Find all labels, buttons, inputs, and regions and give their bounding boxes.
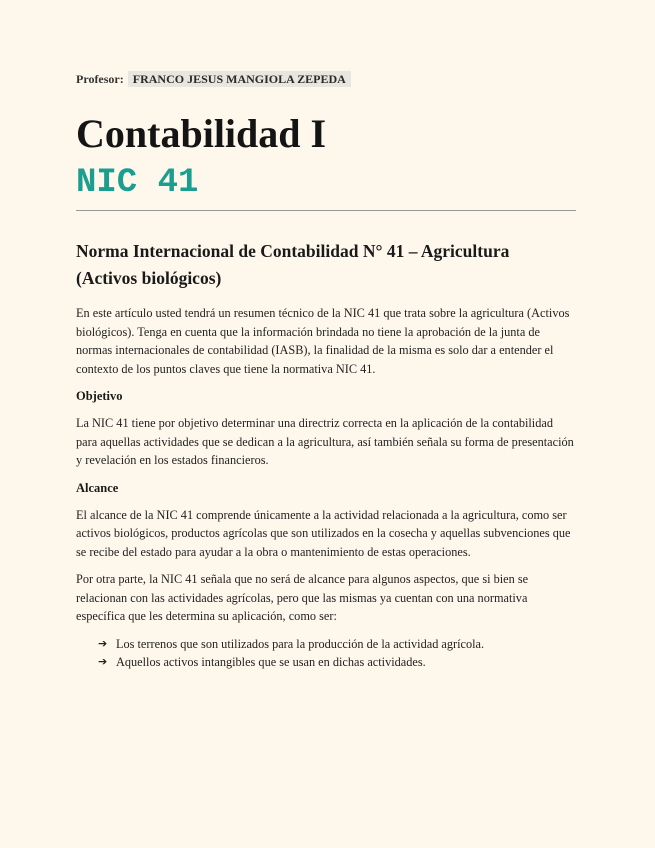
- list-item-text: Los terrenos que son utilizados para la producción de la actividad agrícola.: [116, 636, 485, 651]
- alcance-paragraph-1: El alcance de la NIC 41 comprende únicamente a la actividad relacionada a la agricultura, como ser activos biológicos, productos agrícolas que son utilizados en la cosecha y aquellas subvenciones que se recibe del estado para ayudar a la obra o mantenimiento de estas operaciones.: [76, 507, 571, 559]
- article-heading-line2: (Activos biológicos): [76, 268, 222, 288]
- article-body: [76, 238, 576, 672]
- exclusions-list: [76, 635, 576, 672]
- document-subtitle: NIC 41: [76, 164, 199, 202]
- professor-name: FRANCO JESUS MANGIOLA ZEPEDA: [128, 71, 351, 87]
- list-item: [98, 635, 576, 654]
- article-heading-line1: Norma Internacional de Contabilidad N° 41 – Agricultura: [76, 241, 510, 261]
- list-item-text: Aquellos activos intangibles que se usan en dichas actividades.: [116, 655, 426, 669]
- arrow-right-icon: ➔: [98, 655, 108, 668]
- title-divider: [76, 210, 576, 211]
- document-title: Contabilidad I: [76, 111, 327, 156]
- professor-line: [76, 72, 351, 87]
- alcance-heading: Alcance: [76, 480, 119, 495]
- article-heading: [76, 238, 576, 292]
- alcance-paragraph-2: Por otra parte, la NIC 41 señala que no será de alcance para algunos aspectos, que si bien se relacionan con las actividades agrícolas, pero que las mismas ya cuentan con una normativa específica que les determina su aplicación, como ser:: [76, 572, 529, 623]
- professor-label: Profesor:: [76, 72, 124, 86]
- intro-paragraph: En este artículo usted tendrá un resumen técnico de la NIC 41 que trata sobre la agricultura (Activos biológicos). Tenga en cuenta que la información brindada no tiene la aprobación de la junta de normas internacionales de contabilidad (IASB), la finalidad de la misma es solo dar a entender el contexto de los puntos claves que tiene la normativa NIC 41.: [76, 306, 570, 376]
- objetivo-heading: Objetivo: [76, 389, 123, 403]
- arrow-right-icon: ➔: [98, 636, 108, 650]
- objetivo-paragraph: La NIC 41 tiene por objetivo determinar una directriz correcta en la aplicación de la contabilidad para aquellas actividades que se dedican a la agricultura, así también señala su forma de presentación y revelación en los estados financieros.: [76, 416, 574, 467]
- list-item: [98, 653, 576, 672]
